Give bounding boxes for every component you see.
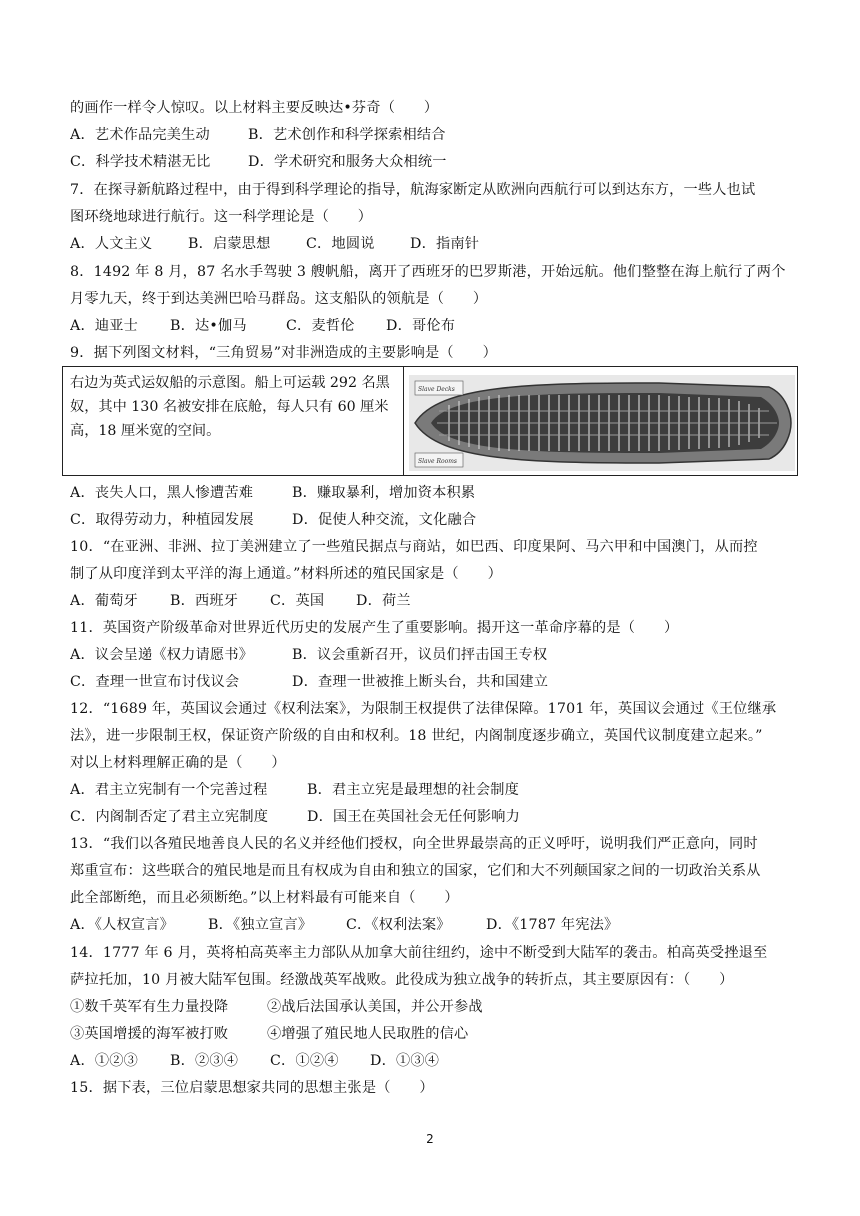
q10-option-d[interactable]: D．荷兰: [356, 593, 411, 609]
q7-options: [70, 234, 792, 254]
ship-label-bottom: Slave Rooms: [418, 458, 457, 465]
q14-stem-line1: 14．1777 年 6 月，英将柏高英率主力部队从加拿大前往纽约，途中不断受到大陆军的袭击。柏高英受挫退至: [70, 945, 768, 961]
q14-stem-line2: 萨拉托加，10 月被大陆军包围。经激战英军战败。此役成为独立战争的转折点，其主要原因有：（ ）: [70, 972, 734, 988]
q13-stem-line1: 13．“我们以各殖民地善良人民的名义并经他们授权，向全世界最崇高的正义呼吁，说明我们严正意向，同时: [70, 836, 758, 852]
q9-option-d[interactable]: D．促使人种交流，文化融合: [292, 512, 477, 528]
q12-option-b[interactable]: B．君主立宪是最理想的社会制度: [307, 782, 520, 798]
q9-options-row2: [70, 510, 792, 530]
q9-options-row1: [70, 483, 792, 503]
slave-ship-diagram: [409, 375, 795, 471]
q7-option-d[interactable]: D．指南针: [410, 236, 480, 252]
q12-option-a[interactable]: A．君主立宪制有一个完善过程: [70, 782, 268, 798]
q13-option-b[interactable]: B．《独立宣言》: [208, 917, 313, 933]
q10-stem-line2: 制了从印度洋到太平洋的海上通道。”材料所述的殖民国家是（ ）: [70, 566, 502, 582]
q7-stem-line2: 图环绕地球进行航行。这一科学理论是（ ）: [70, 209, 373, 225]
q8-stem-line1: 8．1492 年 8 月，87 名水手驾驶 3 艘帆船，离开了西班牙的巴罗斯港，开始远航。他们整整在海上航行了两个: [70, 264, 786, 280]
q6-option-b[interactable]: B．艺术创作和科学探索相结合: [248, 127, 446, 143]
q7-option-b[interactable]: B．启蒙思想: [188, 236, 271, 252]
q7-option-c[interactable]: C．地圆说: [306, 236, 375, 252]
q6-option-d[interactable]: D．学术研究和服务大众相统一: [248, 154, 447, 170]
q14-option-b[interactable]: B．②③④: [170, 1053, 239, 1069]
q9-material-text: 右边为英式运奴船的示意图。船上可运载 292 名黑奴，其中 130 名被安排在底舱，每人只有 60 厘米高，18 厘米宽的空间。: [70, 375, 390, 439]
q14-item-3: ③英国增援的海军被打败: [70, 1026, 229, 1042]
ship-label-top: Slave Decks: [418, 386, 455, 393]
q10-stem-line1: 10．“在亚洲、非洲、拉丁美洲建立了一些殖民据点与商站，如巴西、印度果阿、马六甲和中国澳门，从而控: [70, 539, 758, 555]
q13-options: [70, 915, 792, 935]
q9-stem: 9．据下列图文材料，“三角贸易”对非洲造成的主要影响是（ ）: [70, 345, 497, 361]
q11-option-b[interactable]: B．议会重新召开，议员们抨击国王专权: [292, 647, 548, 663]
q12-stem-line1: 12．“1689 年，英国议会通过《权利法案》，为限制王权提供了法律保障。1701 年，英国议会通过《王位继承: [70, 701, 777, 717]
q14-items-row2: [70, 1024, 792, 1044]
q10-options: [70, 591, 792, 611]
q12-stem-line3: 对以上材料理解正确的是（ ）: [70, 755, 286, 771]
q9-option-c[interactable]: C．取得劳动力，种植园发展: [70, 512, 254, 528]
q13-option-a[interactable]: A．《人权宣言》: [70, 917, 175, 933]
q9-option-b[interactable]: B．赚取暴利，增加资本积累: [292, 485, 476, 501]
q11-option-d[interactable]: D．查理一世被推上断头台，共和国建立: [292, 674, 549, 690]
q8-options: [70, 316, 792, 336]
q13-option-c[interactable]: C．《权利法案》: [346, 917, 451, 933]
q11-stem: 11．英国资产阶级革命对世界近代历史的发展产生了重要影响。揭开这一革命序幕的是（ ）: [70, 620, 679, 636]
q14-option-d[interactable]: D．①③④: [370, 1053, 440, 1069]
q10-option-a[interactable]: A．葡萄牙: [70, 593, 138, 609]
table-divider: [403, 367, 404, 475]
q8-option-c[interactable]: C．麦哲伦: [286, 318, 355, 334]
q6-options-row1: [70, 125, 792, 145]
q7-stem-line1: 7．在探寻新航路过程中，由于得到科学理论的指导，航海家断定从欧洲向西航行可以到达东方，一些人也试: [70, 182, 756, 198]
q6-options-row2: [70, 152, 792, 172]
q6-option-c[interactable]: C．科学技术精湛无比: [70, 154, 211, 170]
q8-option-b[interactable]: B．达•伽马: [170, 318, 247, 334]
q8-option-a[interactable]: A．迪亚士: [70, 318, 138, 334]
q6-option-a[interactable]: A．艺术作品完美生动: [70, 127, 210, 143]
q12-options-row1: [70, 780, 792, 800]
q15-stem: 15．据下表，三位启蒙思想家共同的思想主张是（ ）: [70, 1080, 434, 1096]
q14-item-1: ①数千英军有生力量投降: [70, 999, 229, 1015]
q10-option-b[interactable]: B．西班牙: [170, 593, 239, 609]
q13-stem-line3: 此全部断绝，而且必须断绝。”以上材料最有可能来自（ ）: [70, 890, 459, 906]
q14-option-c[interactable]: C．①②④: [270, 1053, 339, 1069]
q11-option-a[interactable]: A．议会呈递《权力请愿书》: [70, 647, 254, 663]
q10-option-c[interactable]: C．英国: [270, 593, 325, 609]
q12-stem-line2: 法》，进一步限制王权，保证资产阶级的自由和权利。18 世纪，内阁制度逐步确立，英国代议制度建立起来。”: [70, 728, 763, 744]
q7-option-a[interactable]: A．人文主义: [70, 236, 153, 252]
q11-option-c[interactable]: C．查理一世宣布讨伐议会: [70, 674, 240, 690]
q13-stem-line2: 郑重宣布：这些联合的殖民地是而且有权成为自由和独立的国家，它们和大不列颠国家之间的一切政治关系从: [70, 863, 761, 879]
q12-option-d[interactable]: D．国王在英国社会无任何影响力: [307, 809, 521, 825]
q12-options-row2: [70, 807, 792, 827]
q9-option-a[interactable]: A．丧失人口，黑人惨遭苦难: [70, 485, 254, 501]
q11-options-row2: [70, 672, 792, 692]
q14-item-2: ②战后法国承认美国，并公开参战: [267, 999, 483, 1015]
q11-options-row1: [70, 645, 792, 665]
q13-option-d[interactable]: D．《1787 年宪法》: [486, 917, 619, 933]
q6-stem-end: 的画作一样令人惊叹。以上材料主要反映达•芬奇（ ）: [70, 100, 439, 116]
q8-option-d[interactable]: D．哥伦布: [386, 318, 456, 334]
page-number: 2: [426, 1132, 434, 1146]
q14-options: [70, 1051, 792, 1071]
q12-option-c[interactable]: C．内阁制否定了君主立宪制度: [70, 809, 269, 825]
q9-material-table: [62, 366, 798, 476]
q14-items-row1: [70, 997, 792, 1017]
q14-option-a[interactable]: A．①②③: [70, 1053, 138, 1069]
q14-item-4: ④增强了殖民地人民取胜的信心: [267, 1026, 469, 1042]
q8-stem-line2: 月零九天，终于到达美洲巴哈马群岛。这支船队的领航是（ ）: [70, 291, 488, 307]
